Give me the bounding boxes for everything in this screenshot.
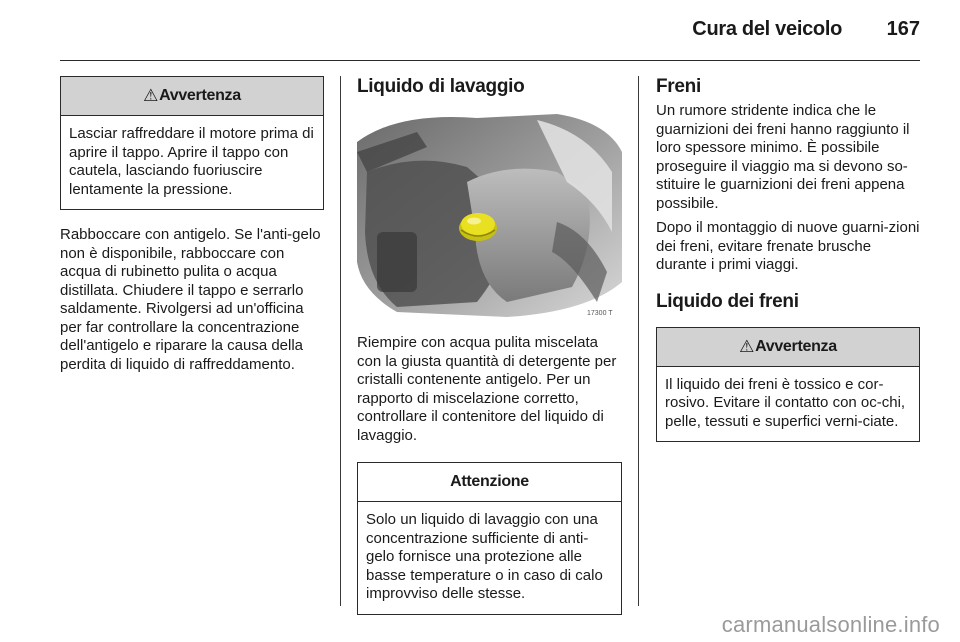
page-number: 167 bbox=[886, 18, 920, 40]
notice-text: Solo un liquido di lavaggio con una concentrazione sufficiente di anti-gelo fornisce una protezione alle basse temperature o in caso di calo improvviso delle stesse. bbox=[366, 511, 603, 602]
column-divider bbox=[638, 76, 639, 606]
notice-box bbox=[357, 462, 622, 615]
section-title: Cura del veicolo bbox=[692, 18, 842, 40]
coolant-paragraph: Rabboccare con antigelo. Se l'anti-gelo non è disponibile, rabboccare con acqua di rubinetto pulita o acqua distillata. Chiudere il tappo e serrarlo saldamente. Rivolgersi ad un'officina per far controllare la concentrazione dell'antigelo e riparare la causa della perdita di liquido di raffreddamento. bbox=[60, 226, 321, 373]
column-left bbox=[60, 76, 324, 374]
column-right bbox=[656, 76, 920, 442]
page-header bbox=[60, 0, 920, 61]
warning-triangle-icon: ⚠ bbox=[739, 336, 755, 356]
warning-box-header bbox=[657, 328, 919, 367]
warning-triangle-icon: ⚠ bbox=[143, 86, 159, 105]
engine-bay-illustration bbox=[357, 112, 622, 322]
warning-text: Il liquido dei freni è tossico e cor-rosivo. Evitare il contatto con oc-chi, pelle, tessuti e superfici verni-ciate. bbox=[665, 375, 906, 430]
warning-box bbox=[60, 76, 324, 210]
warning-title: Avvertenza bbox=[159, 87, 241, 104]
notice-box-header bbox=[358, 463, 621, 502]
watermark: carmanualsonline.info bbox=[721, 612, 940, 637]
brakes-paragraph: Un rumore stridente indica che le guarnizioni dei freni hanno raggiunto il loro spessore minimo. È possibile proseguire il viaggio ma si devono so-stituire le guarnizioni dei freni appena possibile. bbox=[656, 102, 910, 212]
notice-title: Attenzione bbox=[450, 473, 529, 490]
washer-fluid-paragraph: Riempire con acqua pulita miscelata con la giusta quantità di detergente per cristalli contenente antigelo. Per un rapporto di miscelazione corretto, controllare il contenitore del liquido di lavaggio. bbox=[357, 334, 617, 444]
washer-reservoir-photo bbox=[357, 112, 622, 322]
image-code: 17300 T bbox=[587, 310, 613, 317]
warning-box-header bbox=[61, 77, 323, 116]
washer-fluid-heading: Liquido di lavaggio bbox=[357, 76, 525, 97]
brakes-paragraph-2: Dopo il montaggio di nuove guarni-zioni dei freni, evitare frenate brusche durante i primi viaggi. bbox=[656, 219, 920, 273]
brake-fluid-heading: Liquido dei freni bbox=[656, 290, 799, 312]
brakes-heading: Freni bbox=[656, 76, 701, 97]
column-divider bbox=[340, 76, 341, 606]
warning-text: Lasciar raffreddare il motore prima di aprire il tappo. Aprire il tappo con cautela, lasciando fuoriuscire lentamente la pressione. bbox=[69, 125, 314, 198]
column-middle bbox=[357, 76, 622, 615]
warning-title: Avvertenza bbox=[755, 337, 837, 355]
warning-box bbox=[656, 327, 920, 443]
